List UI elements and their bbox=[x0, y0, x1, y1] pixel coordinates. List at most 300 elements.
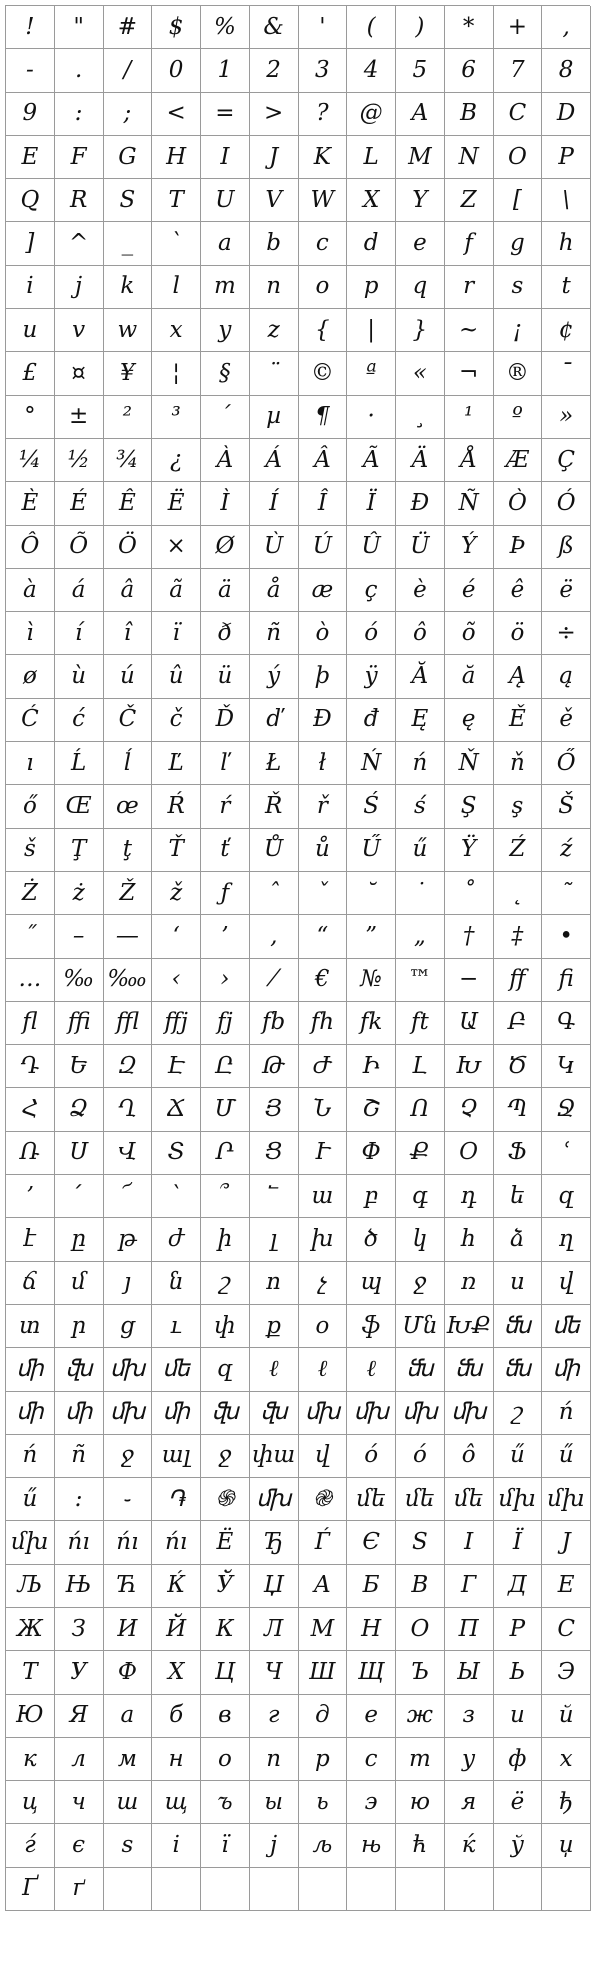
glyph-cell: ր bbox=[55, 1305, 104, 1348]
glyph-cell: ß bbox=[542, 526, 591, 569]
glyph-cell: ù bbox=[55, 655, 104, 698]
glyph-cell: շ bbox=[494, 1392, 543, 1435]
glyph-cell: у bbox=[445, 1738, 494, 1781]
glyph-cell: Î bbox=[299, 482, 348, 525]
glyph-cell: ь bbox=[299, 1781, 348, 1824]
glyph-cell: à bbox=[6, 569, 55, 612]
glyph-cell: ե bbox=[494, 1175, 543, 1218]
glyph-cell: Ć bbox=[6, 699, 55, 742]
glyph-cell: ó bbox=[347, 1435, 396, 1478]
glyph-cell: ﬓ bbox=[396, 1348, 445, 1391]
glyph-cell: Զ bbox=[104, 1045, 153, 1088]
glyph-cell: È bbox=[6, 482, 55, 525]
glyph-cell: г bbox=[250, 1695, 299, 1738]
glyph-cell: ո bbox=[250, 1262, 299, 1305]
glyph-cell: Ź bbox=[494, 829, 543, 872]
glyph-cell: 1 bbox=[201, 49, 250, 92]
glyph-cell: ˆ bbox=[250, 872, 299, 915]
glyph-cell: Ú bbox=[299, 526, 348, 569]
glyph-cell: d bbox=[347, 222, 396, 265]
glyph-cell: ﬖ bbox=[250, 1392, 299, 1435]
glyph-cell: , bbox=[542, 6, 591, 49]
glyph-cell: Í bbox=[250, 482, 299, 525]
glyph-cell: Ě bbox=[494, 699, 543, 742]
glyph-cell: ќ bbox=[445, 1824, 494, 1867]
glyph-cell: щ bbox=[152, 1781, 201, 1824]
glyph-cell: վ bbox=[299, 1435, 348, 1478]
glyph-cell: ô bbox=[445, 1435, 494, 1478]
glyph-cell: ń bbox=[396, 742, 445, 785]
glyph-cell: Њ bbox=[55, 1565, 104, 1608]
glyph-cell: Խ bbox=[445, 1045, 494, 1088]
glyph-cell: û bbox=[152, 655, 201, 698]
glyph-cell: մխ bbox=[494, 1478, 543, 1521]
glyph-cell: ş bbox=[494, 785, 543, 828]
glyph-cell bbox=[445, 1868, 494, 1911]
glyph-cell: a bbox=[201, 222, 250, 265]
glyph-cell: ¤ bbox=[55, 352, 104, 395]
glyph-cell: ֍ bbox=[201, 1478, 250, 1521]
glyph-cell: Ö bbox=[104, 526, 153, 569]
glyph-cell: ђ bbox=[542, 1781, 591, 1824]
glyph-cell: ջ bbox=[201, 1435, 250, 1478]
glyph-cell: S bbox=[104, 179, 153, 222]
glyph-cell: ռ bbox=[445, 1262, 494, 1305]
glyph-cell: » bbox=[542, 396, 591, 439]
glyph-cell: ﬓ bbox=[494, 1305, 543, 1348]
glyph-cell: ź bbox=[542, 829, 591, 872]
glyph-cell: Ď bbox=[201, 699, 250, 742]
glyph-cell: К bbox=[201, 1608, 250, 1651]
glyph-cell: Г bbox=[445, 1565, 494, 1608]
glyph-cell: Ń bbox=[347, 742, 396, 785]
glyph-cell: վ bbox=[542, 1262, 591, 1305]
glyph-cell: џ bbox=[542, 1824, 591, 1867]
glyph-cell: ﬖ bbox=[201, 1392, 250, 1435]
glyph-cell: ı bbox=[6, 742, 55, 785]
glyph-cell: Ա bbox=[445, 1002, 494, 1045]
glyph-cell: f bbox=[445, 222, 494, 265]
glyph-cell: Պ bbox=[494, 1088, 543, 1131]
glyph-cell: в bbox=[201, 1695, 250, 1738]
glyph-cell: n bbox=[250, 266, 299, 309]
glyph-cell: ) bbox=[396, 6, 445, 49]
glyph-cell: ü bbox=[201, 655, 250, 698]
glyph-cell: р bbox=[299, 1738, 348, 1781]
glyph-cell: ~ bbox=[445, 309, 494, 352]
glyph-cell: մ bbox=[55, 1262, 104, 1305]
glyph-cell: ﬖ bbox=[55, 1348, 104, 1391]
glyph-cell: զ bbox=[201, 1348, 250, 1391]
glyph-cell: Ÿ bbox=[445, 829, 494, 872]
glyph-cell: ¡ bbox=[494, 309, 543, 352]
glyph-cell: : bbox=[55, 1478, 104, 1521]
glyph-cell: ê bbox=[494, 569, 543, 612]
glyph-cell: € bbox=[299, 959, 348, 1002]
glyph-cell: Ð bbox=[396, 482, 445, 525]
glyph-cell: В bbox=[396, 1565, 445, 1608]
glyph-cell: Ś bbox=[347, 785, 396, 828]
glyph-cell: զ bbox=[542, 1175, 591, 1218]
glyph-cell: Ծ bbox=[494, 1045, 543, 1088]
glyph-cell: 4 bbox=[347, 49, 396, 92]
glyph-cell: 0 bbox=[152, 49, 201, 92]
glyph-cell: ց bbox=[104, 1305, 153, 1348]
glyph-cell: q bbox=[396, 266, 445, 309]
glyph-cell: Կ bbox=[542, 1045, 591, 1088]
glyph-cell: Լ bbox=[396, 1045, 445, 1088]
glyph-cell: ¦ bbox=[152, 352, 201, 395]
glyph-cell: P bbox=[542, 136, 591, 179]
glyph-cell: ð bbox=[201, 612, 250, 655]
glyph-cell: փա bbox=[250, 1435, 299, 1478]
glyph-cell: ń bbox=[542, 1392, 591, 1435]
glyph-cell: ï bbox=[152, 612, 201, 655]
glyph-cell: к bbox=[6, 1738, 55, 1781]
glyph-cell: ц bbox=[6, 1781, 55, 1824]
glyph-cell: § bbox=[201, 352, 250, 395]
glyph-cell: Ь bbox=[494, 1651, 543, 1694]
glyph-cell: Ն bbox=[299, 1088, 348, 1131]
glyph-cell: c bbox=[299, 222, 348, 265]
glyph-cell: B bbox=[445, 93, 494, 136]
glyph-cell: и bbox=[494, 1695, 543, 1738]
glyph-cell: ńı bbox=[152, 1521, 201, 1564]
glyph-cell: і bbox=[152, 1824, 201, 1867]
glyph-cell: Ц bbox=[201, 1651, 250, 1694]
glyph-cell: ﬃ bbox=[55, 1002, 104, 1045]
glyph-cell: ղ bbox=[542, 1218, 591, 1261]
glyph-cell: ‹ bbox=[152, 959, 201, 1002]
glyph-cell: Ю bbox=[6, 1695, 55, 1738]
glyph-cell: M bbox=[396, 136, 445, 179]
glyph-cell: 9 bbox=[6, 93, 55, 136]
glyph-cell: â bbox=[104, 569, 153, 612]
glyph-cell: Х bbox=[152, 1651, 201, 1694]
glyph-cell: − bbox=[445, 959, 494, 1002]
glyph-cell: Ш bbox=[299, 1651, 348, 1694]
glyph-cell: н bbox=[152, 1738, 201, 1781]
glyph-cell: շ bbox=[201, 1262, 250, 1305]
glyph-cell: ô bbox=[396, 612, 445, 655]
glyph-cell: › bbox=[201, 959, 250, 1002]
glyph-cell: ъ bbox=[201, 1781, 250, 1824]
glyph-cell: մե bbox=[396, 1478, 445, 1521]
glyph-cell: 8 bbox=[542, 49, 591, 92]
glyph-cell: é bbox=[445, 569, 494, 612]
glyph-cell: 3 bbox=[299, 49, 348, 92]
glyph-cell: o bbox=[299, 266, 348, 309]
glyph-cell: ª bbox=[347, 352, 396, 395]
glyph-cell: լ bbox=[250, 1218, 299, 1261]
glyph-cell: Т bbox=[6, 1651, 55, 1694]
glyph-cell: r bbox=[445, 266, 494, 309]
glyph-cell: Ã bbox=[347, 439, 396, 482]
glyph-cell: չ bbox=[299, 1262, 348, 1305]
glyph-cell: Ł bbox=[250, 742, 299, 785]
glyph-cell: ﬁ bbox=[542, 959, 591, 1002]
glyph-cell: w bbox=[104, 309, 153, 352]
glyph-cell: ﬗ bbox=[445, 1392, 494, 1435]
glyph-cell: Տ bbox=[152, 1132, 201, 1175]
glyph-cell: × bbox=[152, 526, 201, 569]
glyph-cell: մխ bbox=[542, 1478, 591, 1521]
glyph-cell: Ք bbox=[396, 1132, 445, 1175]
glyph-cell: ã bbox=[152, 569, 201, 612]
glyph-cell: Հ bbox=[6, 1088, 55, 1131]
glyph-cell: ł bbox=[299, 742, 348, 785]
glyph-cell: ‰ bbox=[55, 959, 104, 1002]
glyph-cell: è bbox=[396, 569, 445, 612]
glyph-cell: ¨ bbox=[250, 352, 299, 395]
glyph-cell: fj bbox=[201, 1002, 250, 1045]
glyph-cell: Ѓ bbox=[299, 1521, 348, 1564]
glyph-cell: ë bbox=[542, 569, 591, 612]
glyph-cell: Ќ bbox=[152, 1565, 201, 1608]
glyph-cell: է bbox=[6, 1218, 55, 1261]
glyph-cell: Ղ bbox=[104, 1088, 153, 1131]
glyph-cell: - bbox=[6, 49, 55, 92]
glyph-cell: ш bbox=[104, 1781, 153, 1824]
glyph-cell: Д bbox=[494, 1565, 543, 1608]
glyph-cell: Ճ bbox=[152, 1088, 201, 1131]
glyph-cell: ő bbox=[6, 785, 55, 828]
glyph-cell: ї bbox=[201, 1824, 250, 1867]
glyph-cell: ˜ bbox=[542, 872, 591, 915]
glyph-cell: ճ bbox=[6, 1262, 55, 1305]
glyph-cell: ﬕ bbox=[6, 1392, 55, 1435]
glyph-cell: ﬔ bbox=[542, 1305, 591, 1348]
glyph-cell: Ű bbox=[347, 829, 396, 872]
glyph-cell: Щ bbox=[347, 1651, 396, 1694]
glyph-cell: A bbox=[396, 93, 445, 136]
glyph-cell: ŕ bbox=[201, 785, 250, 828]
glyph-cell: ű bbox=[542, 1435, 591, 1478]
glyph-cell: Â bbox=[299, 439, 348, 482]
glyph-cell: З bbox=[55, 1608, 104, 1651]
glyph-cell: Ę bbox=[396, 699, 445, 742]
glyph-cell: Š bbox=[542, 785, 591, 828]
glyph-cell: խ bbox=[299, 1218, 348, 1261]
glyph-cell: ս bbox=[494, 1262, 543, 1305]
glyph-cell: F bbox=[55, 136, 104, 179]
glyph-cell: ® bbox=[494, 352, 543, 395]
glyph-cell: ó bbox=[396, 1435, 445, 1478]
glyph-cell: Ì bbox=[201, 482, 250, 525]
glyph-cell: ֎ bbox=[299, 1478, 348, 1521]
glyph-cell: б bbox=[152, 1695, 201, 1738]
glyph-cell: Ø bbox=[201, 526, 250, 569]
glyph-cell: ‡ bbox=[494, 915, 543, 958]
glyph-cell: ´ bbox=[201, 396, 250, 439]
glyph-cell: ! bbox=[6, 6, 55, 49]
glyph-cell: ﬗ bbox=[104, 1348, 153, 1391]
glyph-cell: z bbox=[250, 309, 299, 352]
glyph-cell: Ռ bbox=[6, 1132, 55, 1175]
glyph-cell: ծ bbox=[347, 1218, 396, 1261]
glyph-cell: ĺ bbox=[104, 742, 153, 785]
glyph-cell: ” bbox=[347, 915, 396, 958]
glyph-cell: Է bbox=[152, 1045, 201, 1088]
glyph-cell: Դ bbox=[6, 1045, 55, 1088]
glyph-cell: ¾ bbox=[104, 439, 153, 482]
glyph-cell: Ջ bbox=[542, 1088, 591, 1131]
glyph-cell: ˚ bbox=[445, 872, 494, 915]
glyph-cell: Ï bbox=[347, 482, 396, 525]
glyph-cell: Փ bbox=[347, 1132, 396, 1175]
glyph-cell: Ы bbox=[445, 1651, 494, 1694]
glyph-cell: K bbox=[299, 136, 348, 179]
glyph-cell: ¬ bbox=[445, 352, 494, 395]
glyph-cell: Ż bbox=[6, 872, 55, 915]
glyph-cell: „ bbox=[396, 915, 445, 958]
glyph-cell: Õ bbox=[55, 526, 104, 569]
glyph-cell: Ó bbox=[542, 482, 591, 525]
glyph-cell: – bbox=[55, 915, 104, 958]
glyph-cell: ﬔ bbox=[152, 1348, 201, 1391]
glyph-cell: # bbox=[104, 6, 153, 49]
glyph-cell: ֏ bbox=[152, 1478, 201, 1521]
glyph-cell: ձ bbox=[494, 1218, 543, 1261]
glyph-cell: N bbox=[445, 136, 494, 179]
glyph-cell: ю bbox=[396, 1781, 445, 1824]
glyph-cell: R bbox=[55, 179, 104, 222]
glyph-cell: Ť bbox=[152, 829, 201, 872]
glyph-cell: 6 bbox=[445, 49, 494, 92]
glyph-cell: 5 bbox=[396, 49, 445, 92]
glyph-cell: © bbox=[299, 352, 348, 395]
glyph-cell: Ս bbox=[55, 1132, 104, 1175]
glyph-cell: С bbox=[542, 1608, 591, 1651]
glyph-cell: є bbox=[55, 1824, 104, 1867]
glyph-cell: Մն bbox=[396, 1305, 445, 1348]
glyph-cell: Ü bbox=[396, 526, 445, 569]
glyph-cell: ó bbox=[347, 612, 396, 655]
glyph-cell: Œ bbox=[55, 785, 104, 828]
glyph-cell: = bbox=[201, 93, 250, 136]
glyph-cell: j bbox=[55, 266, 104, 309]
glyph-cell: ò bbox=[299, 612, 348, 655]
glyph-cell: fb bbox=[250, 1002, 299, 1045]
glyph-cell: ջ bbox=[104, 1435, 153, 1478]
glyph-cell: ﬕ bbox=[55, 1392, 104, 1435]
glyph-cell: É bbox=[55, 482, 104, 525]
glyph-cell: ] bbox=[6, 222, 55, 265]
glyph-cell: љ bbox=[299, 1824, 348, 1867]
glyph-cell: М bbox=[299, 1608, 348, 1651]
glyph-cell: № bbox=[347, 959, 396, 1002]
glyph-cell: п bbox=[250, 1738, 299, 1781]
glyph-cell: Ֆ bbox=[494, 1132, 543, 1175]
glyph-cell: Ç bbox=[542, 439, 591, 482]
glyph-cell: ՟ bbox=[250, 1175, 299, 1218]
glyph-cell: գ bbox=[396, 1175, 445, 1218]
glyph-cell: ﬗ bbox=[396, 1392, 445, 1435]
glyph-cell: G bbox=[104, 136, 153, 179]
glyph-cell: Մ bbox=[201, 1088, 250, 1131]
glyph-cell: ś bbox=[396, 785, 445, 828]
glyph-cell: Æ bbox=[494, 439, 543, 482]
glyph-cell: ƒ bbox=[201, 872, 250, 915]
glyph-cell: m bbox=[201, 266, 250, 309]
glyph-cell: 7 bbox=[494, 49, 543, 92]
glyph-cell: 2 bbox=[250, 49, 299, 92]
glyph-cell: ℓ bbox=[250, 1348, 299, 1391]
glyph-cell: ď bbox=[250, 699, 299, 742]
glyph-cell: £ bbox=[6, 352, 55, 395]
glyph-cell: ÷ bbox=[542, 612, 591, 655]
glyph-cell: ˇ bbox=[299, 872, 348, 915]
glyph-cell: а bbox=[104, 1695, 153, 1738]
glyph-cell: s bbox=[494, 266, 543, 309]
glyph-cell: † bbox=[445, 915, 494, 958]
glyph-cell: ў bbox=[494, 1824, 543, 1867]
glyph-cell: Ţ bbox=[55, 829, 104, 872]
glyph-cell: H bbox=[152, 136, 201, 179]
glyph-cell: л bbox=[55, 1738, 104, 1781]
glyph-cell: Գ bbox=[542, 1002, 591, 1045]
glyph-cell: Ъ bbox=[396, 1651, 445, 1694]
glyph-cell: њ bbox=[347, 1824, 396, 1867]
glyph-cell: ﬀj bbox=[152, 1002, 201, 1045]
glyph-cell: • bbox=[542, 915, 591, 958]
glyph-cell: Վ bbox=[104, 1132, 153, 1175]
glyph-cell: ալ bbox=[152, 1435, 201, 1478]
glyph-cell bbox=[347, 1868, 396, 1911]
glyph-cell: ֊ bbox=[104, 1478, 153, 1521]
glyph-cell: տ bbox=[6, 1305, 55, 1348]
glyph-cell: Ž bbox=[104, 872, 153, 915]
glyph-cell: y bbox=[201, 309, 250, 352]
glyph-cell: կ bbox=[396, 1218, 445, 1261]
glyph-cell: ç bbox=[347, 569, 396, 612]
glyph-cell: Օ bbox=[445, 1132, 494, 1175]
glyph-cell: д bbox=[299, 1695, 348, 1738]
glyph-cell: ° bbox=[6, 396, 55, 439]
glyph-cell: D bbox=[542, 93, 591, 136]
glyph-cell: ? bbox=[299, 93, 348, 136]
glyph-cell: ¼ bbox=[6, 439, 55, 482]
glyph-cell: Й bbox=[152, 1608, 201, 1651]
glyph-cell: i bbox=[6, 266, 55, 309]
glyph-cell: е bbox=[347, 1695, 396, 1738]
glyph-cell: _ bbox=[104, 222, 153, 265]
glyph-cell: А bbox=[299, 1565, 348, 1608]
glyph-cell: I bbox=[201, 136, 250, 179]
glyph-cell: ւ bbox=[152, 1305, 201, 1348]
glyph-cell: ﬕ bbox=[542, 1348, 591, 1391]
glyph-cell: ﬓ bbox=[445, 1348, 494, 1391]
glyph-cell: ѓ bbox=[6, 1824, 55, 1867]
glyph-cell: ć bbox=[55, 699, 104, 742]
glyph-cell: У bbox=[55, 1651, 104, 1694]
glyph-cell: . bbox=[55, 49, 104, 92]
glyph-cell: ѕ bbox=[104, 1824, 153, 1867]
glyph-cell: ™ bbox=[396, 959, 445, 1002]
glyph-cell: b bbox=[250, 222, 299, 265]
glyph-cell: Ą bbox=[494, 655, 543, 698]
glyph-cell: Ձ bbox=[55, 1088, 104, 1131]
glyph-cell: Ђ bbox=[250, 1521, 299, 1564]
glyph-cell: ը bbox=[55, 1218, 104, 1261]
glyph-cell: ˙ bbox=[396, 872, 445, 915]
glyph-cell: l bbox=[152, 266, 201, 309]
glyph-cell: ě bbox=[542, 699, 591, 742]
glyph-cell: ñ bbox=[55, 1435, 104, 1478]
glyph-cell: ¶ bbox=[299, 396, 348, 439]
glyph-cell: ; bbox=[104, 93, 153, 136]
glyph-cell: Á bbox=[250, 439, 299, 482]
